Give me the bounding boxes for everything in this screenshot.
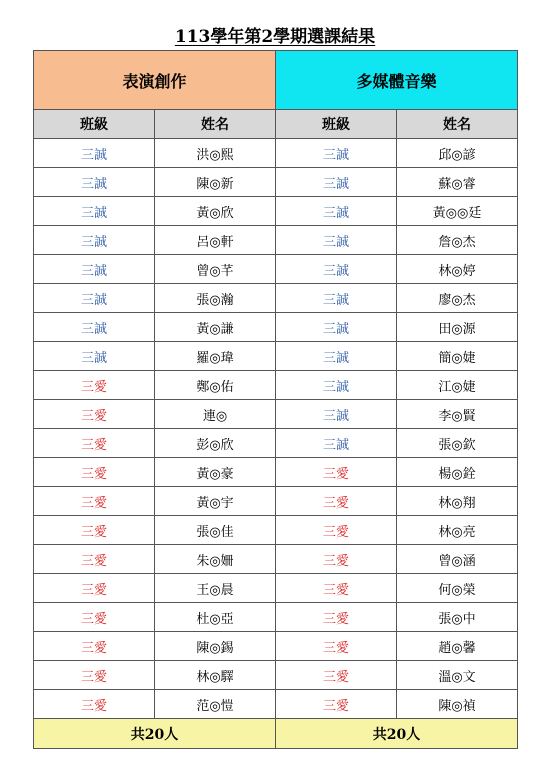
page-title xyxy=(0,24,550,50)
name-cell: 朱◎姍 xyxy=(155,545,276,574)
name-cell: 張◎瀚 xyxy=(155,284,276,313)
class-cell: 三誠 xyxy=(34,284,155,313)
name-cell: 陳◎錫 xyxy=(155,632,276,661)
name-cell: 呂◎軒 xyxy=(155,226,276,255)
table-row xyxy=(34,632,518,661)
class-cell: 三愛 xyxy=(276,516,397,545)
name-cell: 曾◎涵 xyxy=(397,545,518,574)
class-cell: 三誠 xyxy=(276,313,397,342)
class-cell: 三愛 xyxy=(34,545,155,574)
name-cell: 張◎佳 xyxy=(155,516,276,545)
class-cell: 三誠 xyxy=(34,226,155,255)
name-cell: 杜◎亞 xyxy=(155,603,276,632)
group-multimedia-music: 多媒體音樂 xyxy=(276,51,518,110)
name-cell: 林◎翔 xyxy=(397,487,518,516)
name-cell: 黃◎欣 xyxy=(155,197,276,226)
name-cell: 江◎婕 xyxy=(397,371,518,400)
name-cell: 何◎榮 xyxy=(397,574,518,603)
table-row xyxy=(34,313,518,342)
name-cell: 林◎亮 xyxy=(397,516,518,545)
name-cell: 蘇◎睿 xyxy=(397,168,518,197)
student-rows xyxy=(34,139,518,719)
class-cell: 三愛 xyxy=(34,429,155,458)
name-cell: 詹◎杰 xyxy=(397,226,518,255)
class-cell: 三誠 xyxy=(276,255,397,284)
table-row xyxy=(34,197,518,226)
name-cell: 簡◎婕 xyxy=(397,342,518,371)
table-row xyxy=(34,603,518,632)
name-cell: 林◎婷 xyxy=(397,255,518,284)
class-cell: 三誠 xyxy=(276,168,397,197)
class-column-header: 班級 xyxy=(34,110,155,139)
name-cell: 張◎欽 xyxy=(397,429,518,458)
name-cell: 趙◎馨 xyxy=(397,632,518,661)
class-cell: 三愛 xyxy=(276,661,397,690)
column-header-row xyxy=(34,110,518,139)
name-cell: 黃◎◎廷 xyxy=(397,197,518,226)
table-row xyxy=(34,139,518,168)
class-cell: 三愛 xyxy=(34,371,155,400)
name-cell: 廖◎杰 xyxy=(397,284,518,313)
class-cell: 三愛 xyxy=(276,690,397,719)
class-cell: 三愛 xyxy=(34,487,155,516)
table-row xyxy=(34,458,518,487)
class-cell: 三愛 xyxy=(276,458,397,487)
course-results-table xyxy=(33,50,518,749)
table-row xyxy=(34,255,518,284)
group-header-row xyxy=(34,51,518,110)
class-cell: 三愛 xyxy=(34,458,155,487)
total-row xyxy=(34,719,518,749)
table-row xyxy=(34,661,518,690)
name-cell: 范◎愷 xyxy=(155,690,276,719)
table-row xyxy=(34,690,518,719)
class-cell: 三誠 xyxy=(276,371,397,400)
class-cell: 三愛 xyxy=(276,603,397,632)
class-cell: 三誠 xyxy=(276,400,397,429)
class-cell: 三愛 xyxy=(34,632,155,661)
group2-total: 共20人 xyxy=(276,719,518,749)
class-cell: 三愛 xyxy=(276,487,397,516)
group-performance-creation: 表演創作 xyxy=(34,51,276,110)
name-cell: 田◎源 xyxy=(397,313,518,342)
class-column-header: 班級 xyxy=(276,110,397,139)
table-row xyxy=(34,429,518,458)
class-cell: 三愛 xyxy=(34,661,155,690)
table-row xyxy=(34,342,518,371)
class-cell: 三愛 xyxy=(34,574,155,603)
name-cell: 黃◎豪 xyxy=(155,458,276,487)
class-cell: 三誠 xyxy=(34,197,155,226)
class-cell: 三誠 xyxy=(34,255,155,284)
name-cell: 陳◎新 xyxy=(155,168,276,197)
name-cell: 楊◎銓 xyxy=(397,458,518,487)
class-cell: 三誠 xyxy=(276,139,397,168)
table-row xyxy=(34,574,518,603)
name-column-header: 姓名 xyxy=(155,110,276,139)
class-cell: 三誠 xyxy=(276,342,397,371)
class-cell: 三愛 xyxy=(34,400,155,429)
group1-total: 共20人 xyxy=(34,719,276,749)
class-cell: 三誠 xyxy=(34,342,155,371)
table-row xyxy=(34,487,518,516)
table-row xyxy=(34,284,518,313)
class-cell: 三誠 xyxy=(34,168,155,197)
name-cell: 彭◎欣 xyxy=(155,429,276,458)
name-cell: 張◎中 xyxy=(397,603,518,632)
class-cell: 三誠 xyxy=(34,313,155,342)
class-cell: 三愛 xyxy=(276,632,397,661)
name-cell: 羅◎瑋 xyxy=(155,342,276,371)
class-cell: 三愛 xyxy=(34,516,155,545)
table-row xyxy=(34,226,518,255)
class-cell: 三誠 xyxy=(276,226,397,255)
name-cell: 林◎驛 xyxy=(155,661,276,690)
name-cell: 王◎晨 xyxy=(155,574,276,603)
class-cell: 三愛 xyxy=(34,690,155,719)
name-cell: 陳◎禎 xyxy=(397,690,518,719)
name-cell: 邱◎諺 xyxy=(397,139,518,168)
name-cell: 曾◎芊 xyxy=(155,255,276,284)
class-cell: 三誠 xyxy=(276,197,397,226)
class-cell: 三誠 xyxy=(276,429,397,458)
table-row xyxy=(34,168,518,197)
name-cell: 溫◎文 xyxy=(397,661,518,690)
class-cell: 三愛 xyxy=(276,574,397,603)
name-cell: 黃◎謙 xyxy=(155,313,276,342)
page-title-text: 113學年第2學期選課結果 xyxy=(174,27,376,47)
table-row xyxy=(34,400,518,429)
name-cell: 李◎賢 xyxy=(397,400,518,429)
class-cell: 三誠 xyxy=(34,139,155,168)
table-row xyxy=(34,371,518,400)
table-row xyxy=(34,516,518,545)
class-cell: 三誠 xyxy=(276,284,397,313)
name-column-header: 姓名 xyxy=(397,110,518,139)
name-cell: 連◎ xyxy=(155,400,276,429)
table-row xyxy=(34,545,518,574)
name-cell: 黃◎宇 xyxy=(155,487,276,516)
class-cell: 三愛 xyxy=(34,603,155,632)
class-cell: 三愛 xyxy=(276,545,397,574)
name-cell: 鄭◎佑 xyxy=(155,371,276,400)
name-cell: 洪◎熙 xyxy=(155,139,276,168)
